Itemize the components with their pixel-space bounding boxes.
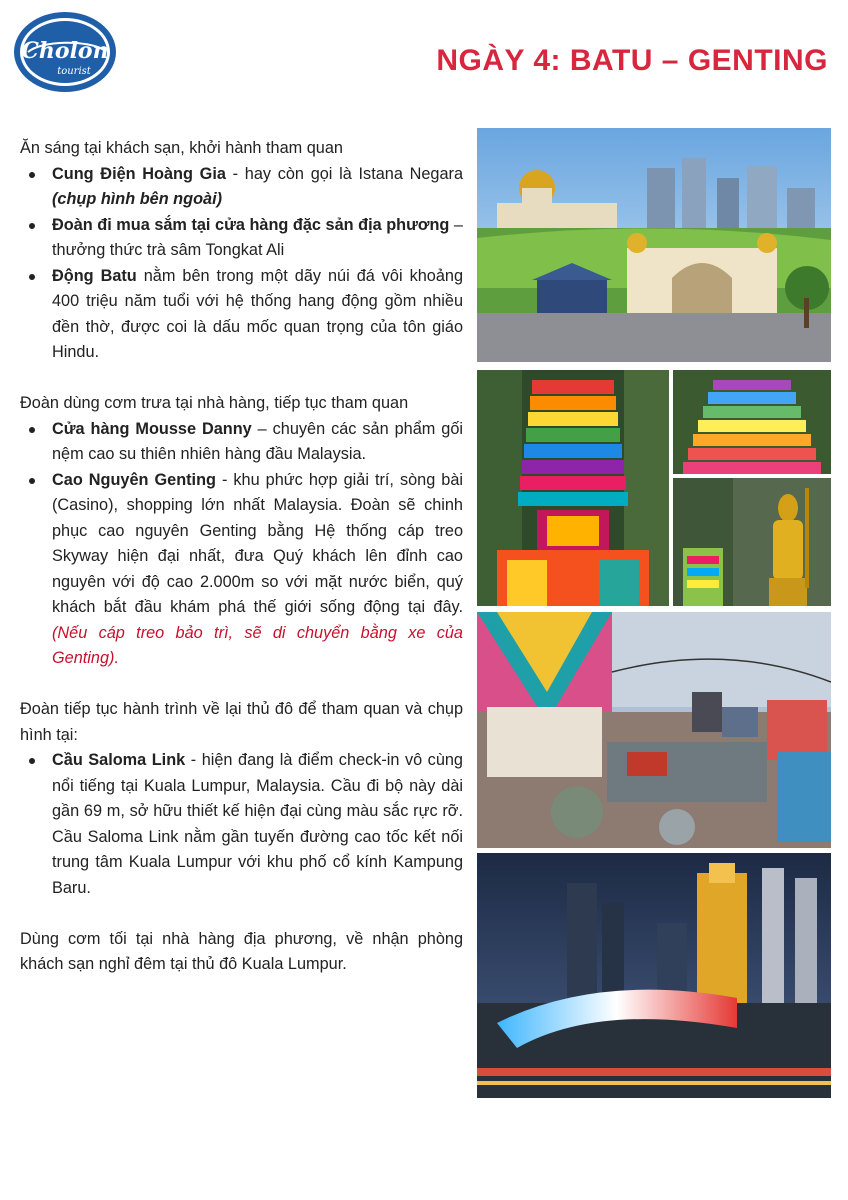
list-item: Động Batu nằm bên trong một dãy núi đá vôi khoảng 400 triệu năm tuổi với hệ thống hang động gồm nhiều đền thờ, được coi là dấu mốc quan trọng của tôn giáo Hindu. [52, 264, 463, 366]
svg-text:tourist: tourist [57, 66, 91, 77]
palace-photo [477, 128, 831, 362]
batu-stairs-top-photo [673, 370, 831, 474]
murugan-statue-photo [673, 478, 831, 606]
evening-list [52, 748, 463, 901]
cholon-tourist-logo [12, 10, 118, 94]
morning-list [52, 162, 463, 366]
list-item: Cung Điện Hoàng Gia - hay còn gọi là Istana Negara (chụp hình bên ngoài) [52, 162, 463, 213]
list-item: Cầu Saloma Link - hiện đang là điểm check-in vô cùng nổi tiếng tại Kuala Lumpur, Malaysia. Cầu đi bộ này dài gần 69 m, sở hữu thiết kế hiện đại cùng màu sắc rực rỡ. Cầu Saloma Link nằm gần tuyến đường cao tốc kết nối trung tâm Kuala Lumpur với khu phố cổ kính Kampung Baru. [52, 748, 463, 901]
maintenance-note: (Nếu cáp treo bảo trì, sẽ di chuyển bằng xe của Genting). [52, 623, 463, 667]
afternoon-list [52, 417, 463, 672]
list-item: Cửa hàng Mousse Danny – chuyên các sản phẩm gối nệm cao su thiên nhiên hàng đầu Malaysia. [52, 417, 463, 468]
itinerary-text [20, 136, 463, 978]
intro-return: Đoàn tiếp tục hành trình về lại thủ đô để tham quan và chụp hình tại: [20, 700, 463, 744]
batu-stairs-photo [477, 370, 669, 606]
saloma-link-photo [477, 853, 831, 1098]
genting-photo [477, 612, 831, 848]
list-item: Cao Nguyên Genting - khu phức hợp giải trí, sòng bài (Casino), shopping lớn nhất Malaysia. Đoàn sẽ chinh phục cao nguyên Genting bằng Hệ thống cáp treo Skyway hiện đại nhất, đưa Quý khách lên đỉnh cao nguyên với độ cao 2.000m so với mặt nước biển, quý khách bắt đầu khám phá thế giới sống động tại đây. (Nếu cáp treo bảo trì, sẽ di chuyển bằng xe của Genting). [52, 468, 463, 672]
intro-lunch: Đoàn dùng cơm trưa tại nhà hàng, tiếp tục tham quan [20, 394, 409, 412]
list-item: Đoàn đi mua sắm tại cửa hàng đặc sản địa phương – thưởng thức trà sâm Tongkat Ali [52, 213, 463, 264]
svg-text:Cholon: Cholon [21, 38, 109, 64]
closing-text: Dùng cơm tối tại nhà hàng địa phương, về nhận phòng khách sạn nghỉ đêm tại thủ đô Kuala Lumpur. [20, 929, 463, 973]
intro-breakfast: Ăn sáng tại khách sạn, khởi hành tham quan [20, 139, 343, 157]
page-title: NGÀY 4: BATU – GENTING [436, 44, 828, 77]
